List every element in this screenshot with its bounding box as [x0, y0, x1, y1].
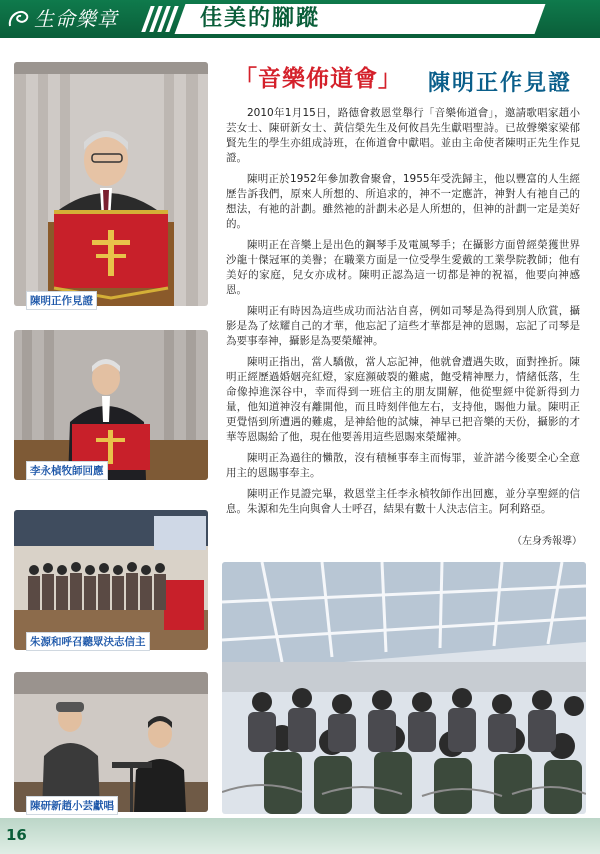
- logo-text: 生命樂章: [34, 7, 118, 31]
- photo-singers: [14, 672, 208, 812]
- page-number: 16: [6, 826, 27, 844]
- article-title-subject: 陳明正作見證: [428, 71, 573, 96]
- photo-speaker-testimony: [14, 62, 208, 306]
- photo-caption: 陳明正作見證: [26, 291, 97, 310]
- photo-congregation: [222, 562, 586, 814]
- article-paragraph: 陳明正於1952年參加教會聚會，1955年受洗歸主，他以豐富的人生經歷告訴我們，原來人所想的、所追求的，神不一定應許，神對人有祂自己的想法，有祂的計劃。雖然祂的計劃未必是人所想的，但神的計劃一定是美好的。: [226, 173, 580, 230]
- article-title-event: 「音樂佈道會」: [234, 66, 402, 92]
- section-title: 佳美的腳蹤: [200, 6, 321, 31]
- photo-caption: 朱源和呼召聽眾決志信主: [26, 632, 150, 651]
- photo-altar-call: [14, 510, 208, 650]
- banner-stripes: [146, 6, 176, 32]
- article-paragraph: 陳明正為過往的懶散，沒有積極事奉主而悔罪，並許諾今後要全心全意用主的恩賜事奉主。: [226, 452, 580, 479]
- article-paragraph: 陳明正作見證完畢，救恩堂主任李永楨牧師作出回應，並分享聖經的信息。朱源和先生向與會人士呼召，結果有數十人決志信主。阿利路亞。: [226, 488, 580, 515]
- article-paragraph: 陳明正有時因為這些成功而沾沾自喜，例如司琴是為得到別人欣賞，攝影是為了炫耀自己的才華，他忘記了這些才華都是神的恩賜，忘記了司琴是為要事奉神，攝影是為要榮耀神。: [226, 305, 580, 347]
- article-body: [226, 106, 580, 523]
- article-title: [234, 60, 594, 96]
- photo-pastor-response: [14, 330, 208, 480]
- article-paragraph: 陳明正在音樂上是出色的鋼琴手及電風琴手；在攝影方面曾經榮獲世界沙龍十傑冠軍的美譽；在職業方面是一位受學生愛戴的工業學院教師；他有美好的家庭，兒女亦成材。陳明正認為這一切都是神的祝福，他要向神感恩。: [226, 239, 580, 296]
- article-paragraph: 陳明正指出，當人驕傲，當人忘記神，他就會遭遇失敗，面對挫折。陳明正經歷過婚姻亮紅燈，家庭瀕破裂的難處，飽受精神壓力，情緒低落，生命像掉進深谷中，幸而得到一班信主的朋友開解，他從聖經中從新得到力量，他知道神沒有離開他，而且時刻伴他左右，支持他，賜他力量。陳明正更覺悟到所遭遇的難處，是神給他的試煉，神早已把音樂的天份，攝影的才華等恩賜給了他，現在他要善用這些恩賜來榮耀神。: [226, 356, 580, 443]
- photo-caption: 李永楨牧師回應: [26, 461, 108, 480]
- article-paragraph: 2010年1月15日，路德會救恩堂舉行「音樂佈道會」，邀請歌唱家趙小芸女士、陳研新女士、黃信榮先生及何攸昌先生獻唱聖詩。已故聲樂家梁郁賢先生的學生亦組成詩班，在佈道會中獻唱。並由主命使者陳明正先生作見證。: [226, 107, 580, 164]
- swirl-icon: [6, 6, 32, 32]
- page-footer-band: [0, 818, 600, 854]
- magazine-logo: [6, 4, 156, 34]
- photo-caption: 陳研新趙小芸獻唱: [26, 796, 118, 815]
- byline: （左身秀報導）: [512, 536, 582, 547]
